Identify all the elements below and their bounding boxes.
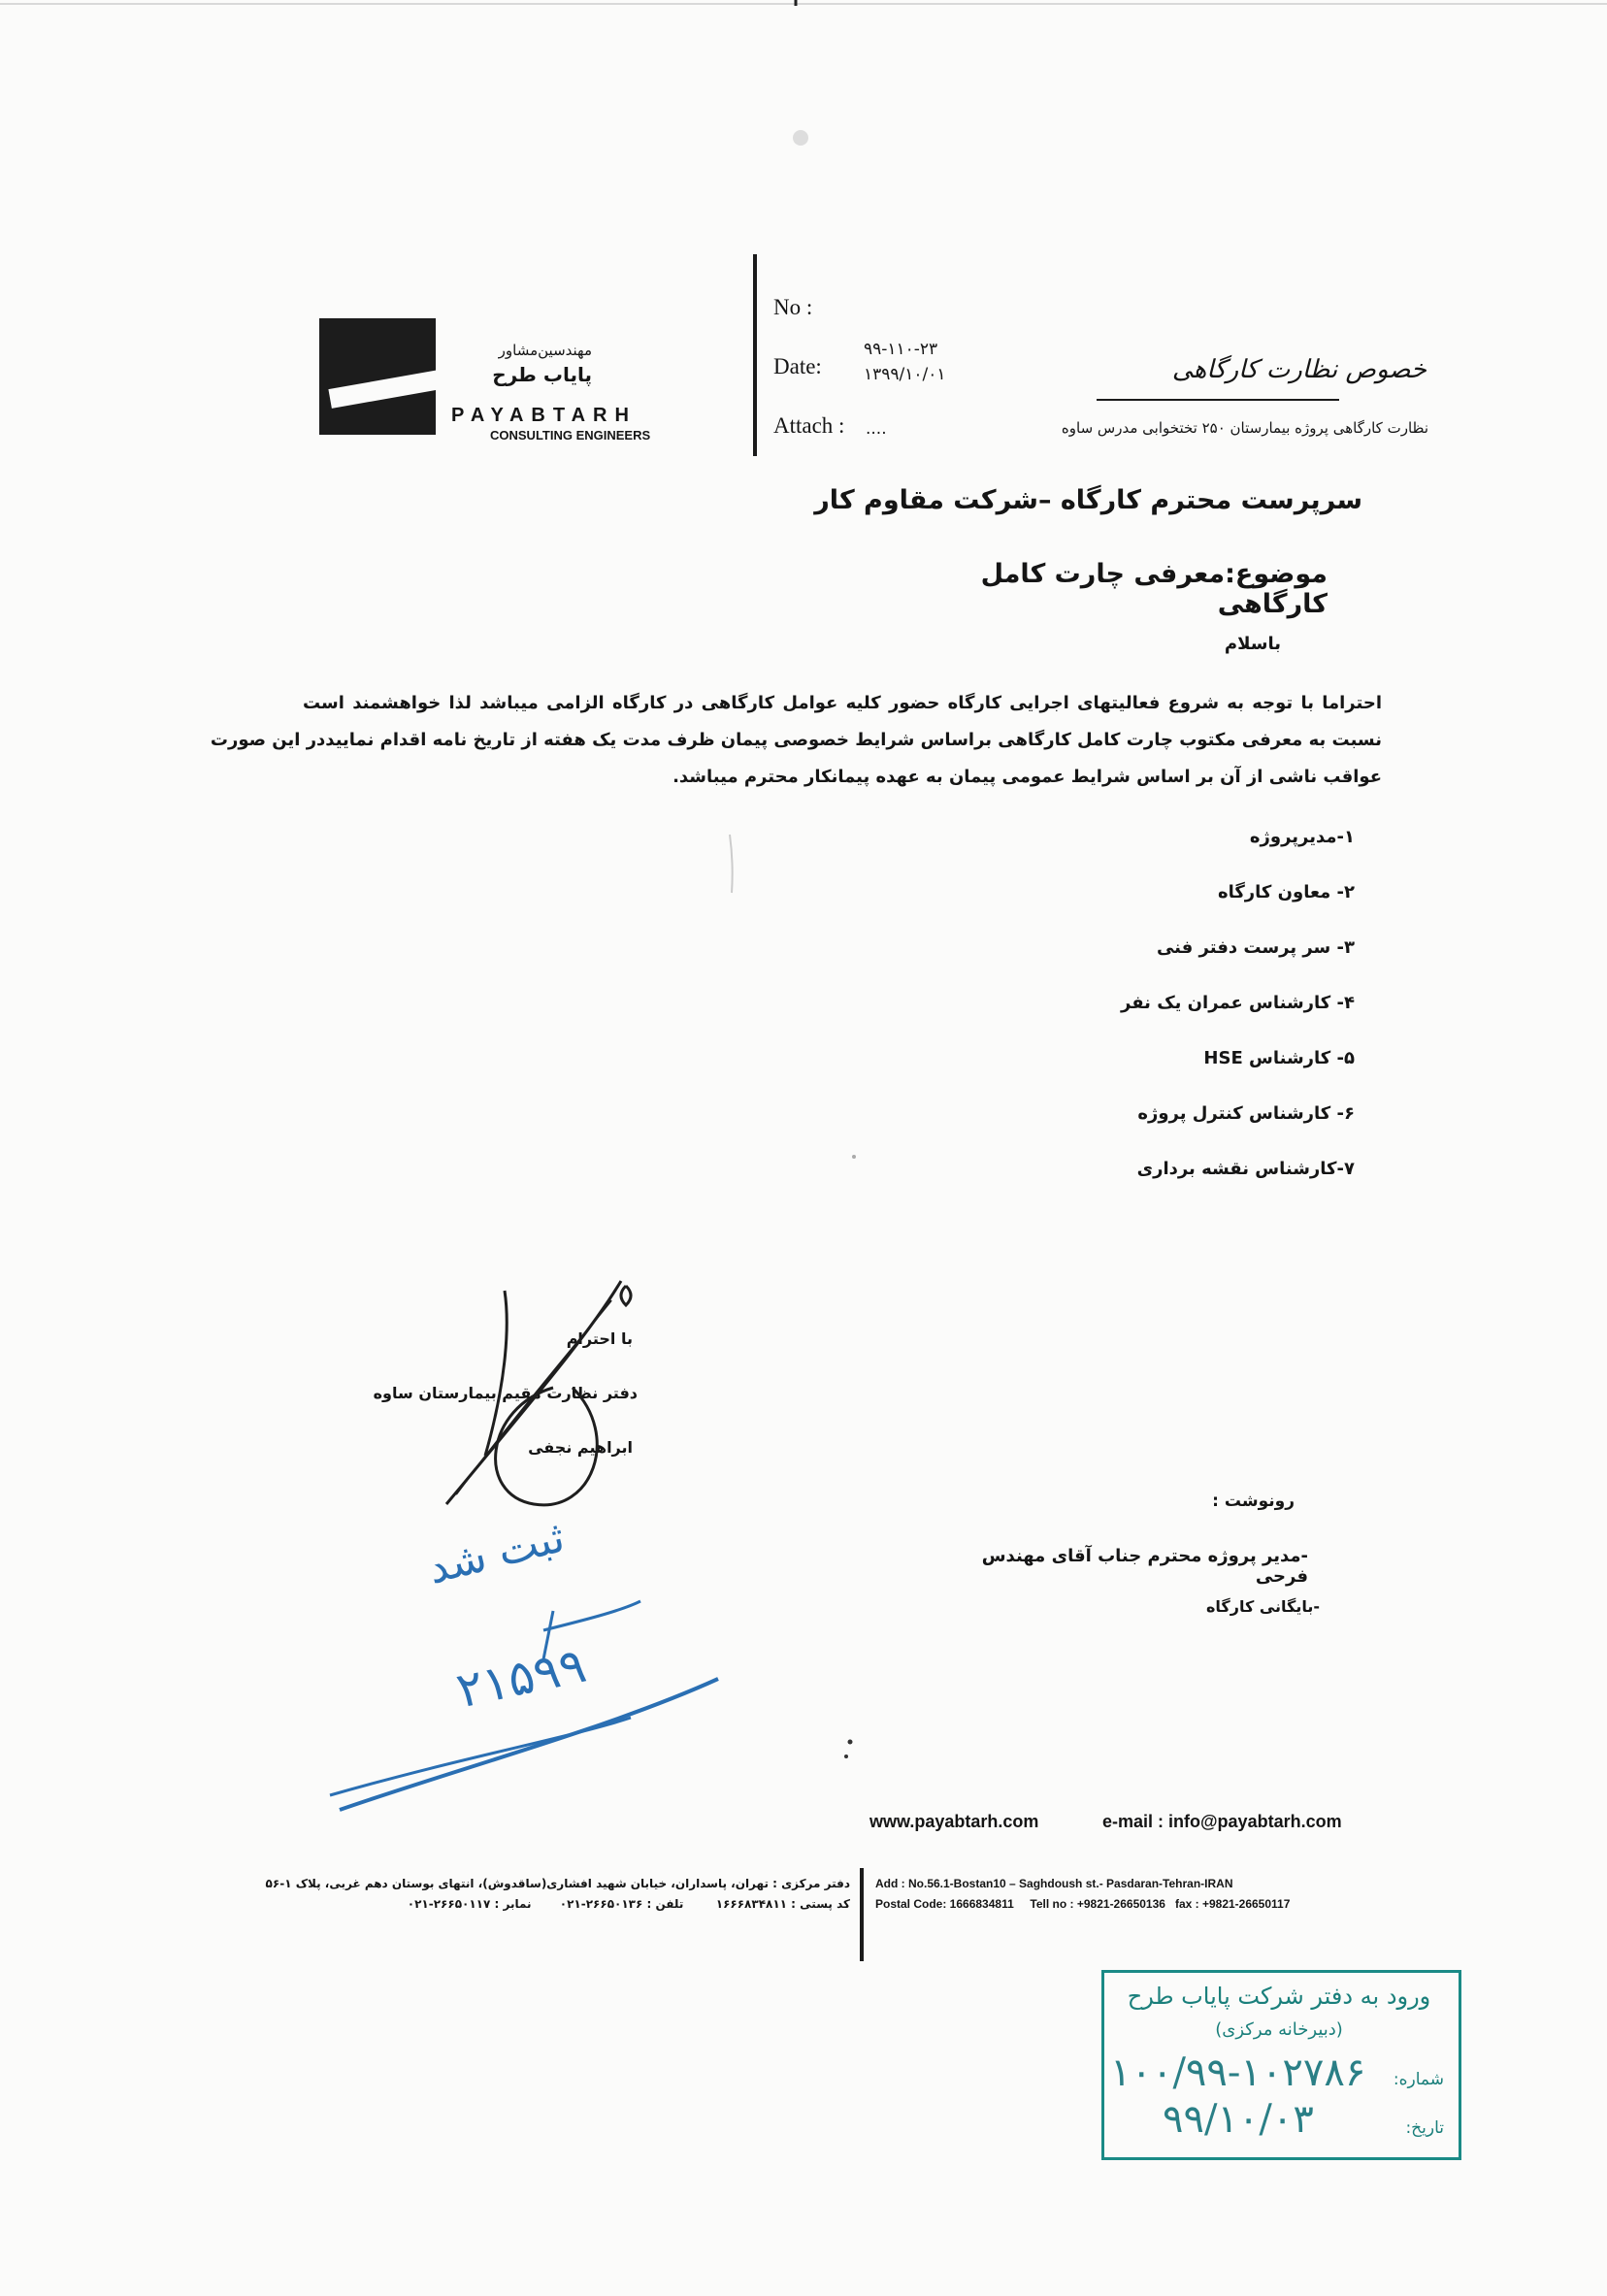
attach-label: Attach :	[773, 413, 845, 438]
letter-subject: موضوع:معرفی چارت کامل کارگاهی	[980, 559, 1328, 619]
list-item: ۶- کارشناس کنترل پروژه	[1137, 1103, 1355, 1124]
list-item: ۱-مدیرپروژه	[1249, 827, 1355, 847]
date-value-2: ۱۳۹۹/۱۰/۰۱	[864, 365, 946, 384]
footer-divider	[860, 1868, 864, 1961]
attach-value: ....	[866, 419, 887, 439]
logo-subtitle: CONSULTING ENGINEERS	[490, 428, 651, 443]
stamp-date-value: ۹۹/۱۰/۰۳	[1163, 2097, 1314, 2142]
footer-contact-fa: کد پستی : ۱۶۶۶۸۳۴۸۱۱ تلفن : ۲۶۶۵۰۱۳۶-۰۲۱ نمابر : ۲۶۶۵۰۱۱۷-۰۲۱	[407, 1897, 850, 1911]
cc-item: -مدیر پروژه محترم جناب آقای مهندس فرحی	[981, 1546, 1308, 1587]
header-project: نظارت کارگاهی پروژه بیمارستان ۲۵۰ تختخوابی مدرس ساوه	[1061, 419, 1428, 437]
logo-en: PAYABTARH	[451, 405, 637, 426]
footer-address-en: Add : No.56.1-Bostan10 – Saghdoush st.- Pasdaran-Tehran-IRAN	[875, 1877, 1233, 1890]
footer-email: e-mail : info@payabtarh.com	[1102, 1812, 1342, 1831]
cc-item: -بایگانی کارگاه	[1205, 1597, 1320, 1616]
signature-closing: با احترام	[566, 1329, 633, 1348]
list-item: ۵- کارشناس HSE	[1203, 1048, 1355, 1068]
paragraph-line: احتراما با توجه به شروع فعالیتهای اجرایی کارگاه حضور کلیه عوامل کارگاهی در کارگاه الزامی میباشد لذا خواهشمند است	[303, 693, 1382, 713]
body-paragraph	[210, 685, 1382, 796]
signature-office: دفتر نظارت مقیم بیمارستان ساوه	[373, 1384, 638, 1402]
payabtarh-logo-mark	[319, 318, 436, 435]
date-label: Date:	[773, 354, 822, 378]
stamp-date-label: تاریخ:	[1405, 2118, 1444, 2138]
header-subject-underline	[1097, 399, 1339, 401]
handwritten-signature	[427, 1271, 679, 1524]
cc-title: رونوشت :	[1212, 1492, 1295, 1511]
paragraph-line: عواقب ناشی از آن بر اساس شرایط عمومی پیمان به عهده پیمانکار محترم میباشد.	[672, 767, 1382, 787]
logo-fa-big: پایاب طرح	[492, 363, 592, 386]
footer-website: www.payabtarh.com	[869, 1812, 1039, 1831]
addressee: سرپرست محترم کارگاه –شرکت مقاوم کار	[814, 485, 1362, 515]
handwritten-registered-note: ثبت شد	[422, 1512, 570, 1594]
paragraph-line: نسبت به معرفی مکتوب چارت کامل کارگاهی براساس شرایط خصوصی پیمان ظرف مدت یک هفته از تاریخ نامه اقدام نماییددر این صورت	[210, 730, 1382, 750]
handwritten-scribbles	[320, 1591, 728, 1824]
stamp-number-label: شماره:	[1393, 2070, 1444, 2089]
entry-stamp	[1101, 1970, 1461, 2160]
header-divider	[753, 254, 757, 456]
no-label: No :	[773, 295, 813, 319]
list-item: ۴- کارشناس عمران یک نفر	[1121, 993, 1355, 1013]
stamp-number-value: ۱۰۰/۹۹-۱۰۲۷۸۶	[1110, 2050, 1366, 2095]
list-item: ۷-کارشناس نقشه برداری	[1136, 1159, 1355, 1179]
handwritten-number: ۲۱۵۹۹	[451, 1636, 591, 1720]
greeting: باسلام	[1224, 634, 1281, 654]
footer-address-fa: دفتر مرکزی : تهران، پاسداران، خیابان شهید افشاری(ساقدوش)، انتهای بوستان دهم غربی، پلاک ۱-۵۶	[265, 1877, 850, 1890]
list-item: ۲- معاون کارگاه	[1217, 882, 1355, 902]
signature-name: ابراهیم نجفی	[528, 1438, 633, 1457]
header-subject: خصوص نظارت کارگاهی	[1171, 355, 1427, 384]
list-item: ۳- سر پرست دفتر فنی	[1156, 937, 1355, 958]
logo-fa-small: مهندسین‌مشاور	[498, 342, 592, 359]
staff-list	[970, 818, 1355, 1205]
footer-contact-en: Postal Code: 1666834811 Tell no : +9821-26650136 fax : +9821-26650117	[875, 1897, 1291, 1911]
stamp-subtitle: (دبیرخانه مرکزی)	[1215, 2019, 1343, 2040]
stamp-title: ورود به دفتر شرکت پایاب طرح	[1127, 1983, 1431, 2010]
date-value-1: ۹۹-۱۱۰-۲۳	[864, 340, 938, 359]
